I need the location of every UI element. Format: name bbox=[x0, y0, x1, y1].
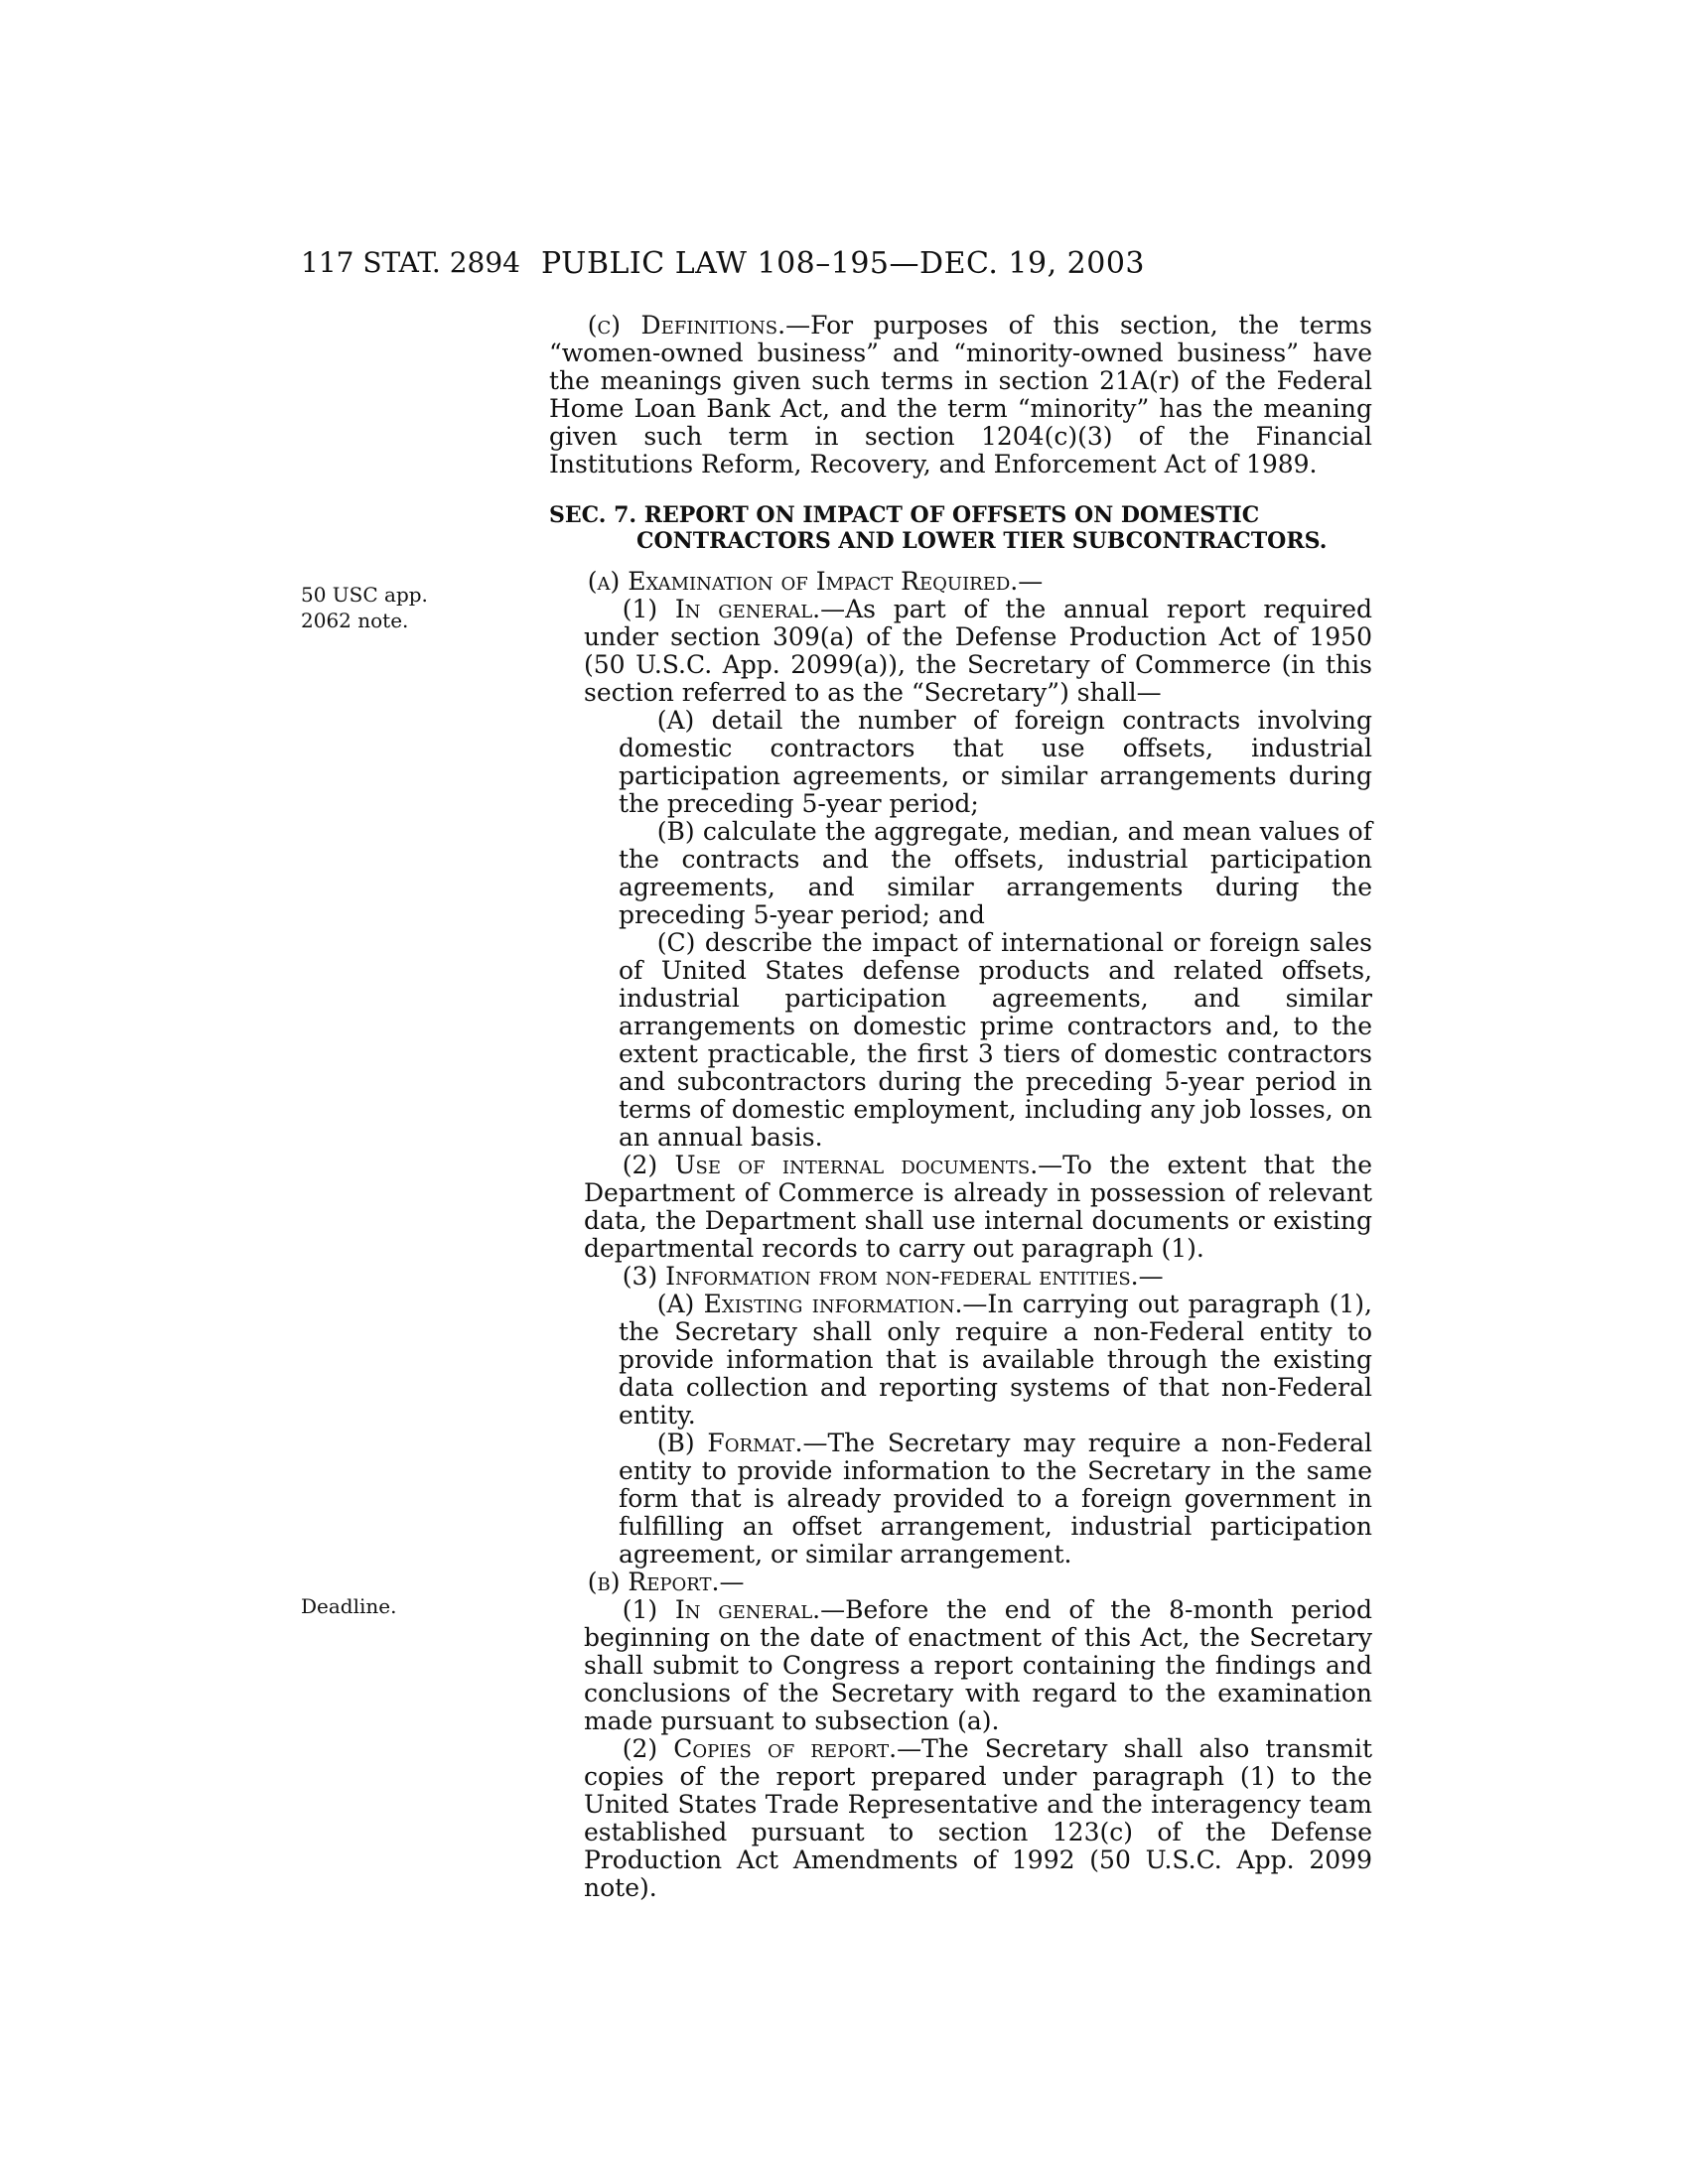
margin-note-deadline: Deadline. bbox=[301, 1594, 397, 1618]
margin-note-usc-line1: 50 USC app. bbox=[301, 583, 428, 607]
paragraph-a1-heading: (1) In general. bbox=[622, 595, 821, 623]
subparagraph-a1A: (A) detail the number of foreign contracts involving domestic contractors that use offsets, industrial participation agreements, or similar arrangements during the preceding 5-year period; bbox=[619, 706, 1372, 818]
subparagraph-a3A-text: —In carrying out paragraph (1), the Secretary shall only require a non-Federal entity to provide information that is available through the existing data collection and reporting systems of that non-Federal entity. bbox=[619, 1290, 1372, 1430]
paragraph-b1 bbox=[549, 1596, 1372, 1735]
section-7-title: SEC. 7. REPORT ON IMPACT OF OFFSETS ON DOMESTIC CONTRACTORS AND LOWER TIER SUBCONTRACTORS. bbox=[549, 502, 1328, 554]
subparagraph-a3B-text: —The Secretary may require a non-Federal entity to provide information to the Secretary in the same form that is already provided to a foreign government in fulfilling an offset arrangement, industrial participation agreement, or similar arrangement. bbox=[619, 1429, 1372, 1569]
paragraph-b1-text: —Before the end of the 8-month period beginning on the date of enactment of this Act, the Secretary shall submit to Congress a report containing the findings and conclusions of the Secretary with regard to the examination made pursuant to subsection (a). bbox=[584, 1595, 1372, 1735]
subparagraph-a1C: (C) describe the impact of international or foreign sales of United States defense products and related offsets, industrial participation agreements, and similar arrangements on domestic prime contractors and, to the extent practicable, the first 3 tiers of domestic contractors and subcontractors during the preceding 5-year period in terms of domestic employment, including any job losses, on an annual basis. bbox=[619, 928, 1372, 1152]
subsection-c-text: —For purposes of this section, the terms “women-owned business” and “minority-owned business” have the meanings given such terms in section 21A(r) of the Federal Home Loan Bank Act, and the term “minority” has the meaning given such term in section 1204(c)(3) of the Financial Institutions Reform, Recovery, and Enforcement Act of 1989. bbox=[549, 311, 1372, 478]
paragraph-a1-text: —As part of the annual report required under section 309(a) of the Defense Production Act of 1950 (50 U.S.C. App. 2099(a)), the Secretary of Commerce (in this section referred to as the “Secretary”) shall— bbox=[584, 595, 1373, 707]
paragraph-a3-heading: (3) Information from non-federal entities.— bbox=[622, 1262, 1164, 1291]
paragraph-a2-text: —To the extent that the Department of Commerce is already in possession of relevant data, the Department shall use internal documents or existing departmental records to carry out paragraph (1). bbox=[584, 1151, 1372, 1263]
margin-note-usc-line2: 2062 note. bbox=[301, 609, 409, 632]
paragraph-b1-heading: (1) In general. bbox=[622, 1595, 821, 1624]
subsection-b-heading: (b) Report.— bbox=[587, 1568, 745, 1596]
paragraph-b2-text: —The Secretary shall also transmit copies of the report prepared under paragraph (1) to the United States Trade Representative and the interagency team established pursuant to section 123(c) of the Defense Production Act Amendments of 1992 (50 U.S.C. App. 2099 note). bbox=[584, 1734, 1373, 1902]
stat-page-number: 117 STAT. 2894 bbox=[301, 246, 520, 279]
margin-note-usc bbox=[301, 582, 428, 633]
subsection-c-heading: (c) Definitions. bbox=[587, 311, 786, 340]
running-header bbox=[0, 246, 1688, 286]
paragraph-b2-heading: (2) Copies of report. bbox=[622, 1734, 898, 1763]
subparagraph-a3A-heading: (A) Existing information. bbox=[656, 1290, 963, 1318]
law-citation: PUBLIC LAW 108–195—DEC. 19, 2003 bbox=[541, 246, 1146, 281]
subsection-c-definitions bbox=[549, 312, 1372, 478]
paragraph-b2 bbox=[549, 1735, 1372, 1902]
subparagraph-a1B: (B) calculate the aggregate, median, and mean values of the contracts and the offsets, industrial participation agreements, and similar arrangements during the preceding 5-year period; and bbox=[619, 817, 1372, 929]
paragraph-a2 bbox=[549, 1152, 1372, 1263]
subsection-a-heading: (a) Examination of Impact Required.— bbox=[587, 567, 1044, 596]
subparagraph-a3B-heading: (B) Format. bbox=[656, 1429, 803, 1457]
subparagraph-a3A bbox=[549, 1291, 1372, 1430]
document-body bbox=[549, 312, 1372, 1902]
paragraph-a2-heading: (2) Use of internal documents. bbox=[622, 1151, 1039, 1179]
paragraph-a1 bbox=[549, 596, 1372, 707]
subparagraph-a3B bbox=[549, 1430, 1372, 1569]
